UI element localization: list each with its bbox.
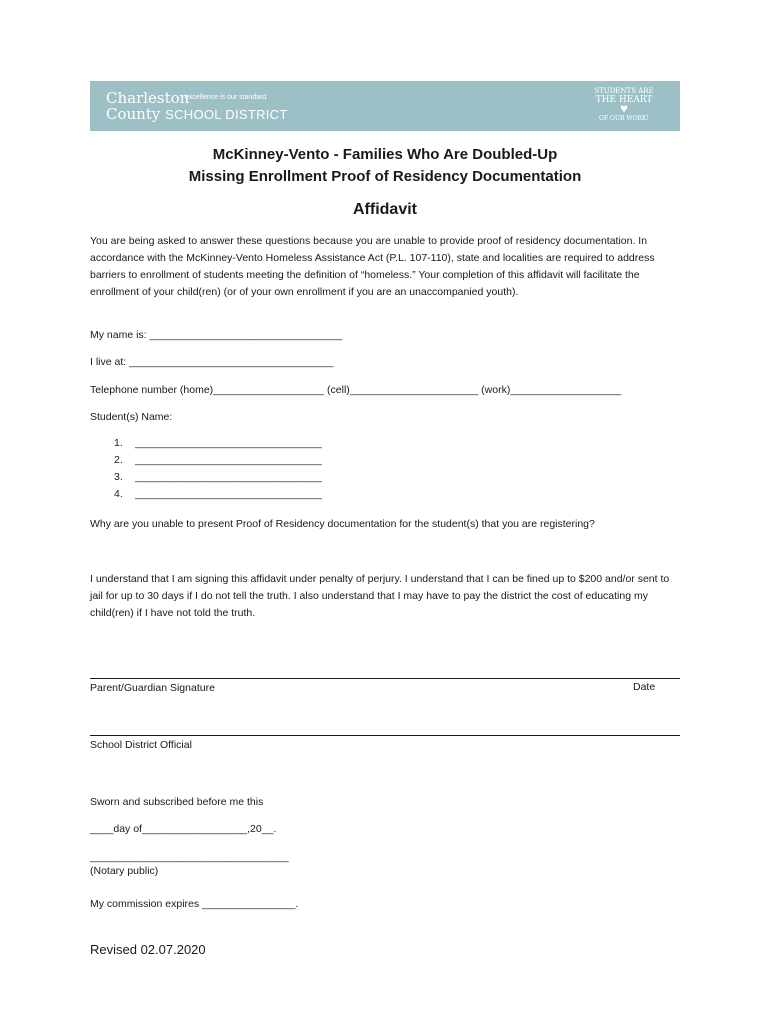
logo-line2 bbox=[106, 106, 288, 123]
heart-icon: ♥ bbox=[619, 105, 629, 115]
revision-date: Revised 02.07.2020 bbox=[90, 942, 206, 957]
parent-signature-label: Parent/Guardian Signature bbox=[90, 682, 215, 694]
student-name-blank[interactable]: ________________________________ bbox=[135, 488, 322, 500]
student-name-blank[interactable]: ________________________________ bbox=[135, 454, 322, 466]
notary-signature-line[interactable]: __________________________________ bbox=[90, 851, 289, 863]
student-number: 2. bbox=[114, 454, 123, 466]
page-title-line2: Missing Enrollment Proof of Residency Documentation bbox=[188, 168, 582, 185]
student-item[interactable] bbox=[114, 488, 322, 500]
student-name-blank[interactable]: ________________________________ bbox=[135, 437, 322, 449]
commission-expires-field[interactable]: My commission expires ________________. bbox=[90, 898, 299, 910]
student-item[interactable] bbox=[114, 471, 322, 483]
student-number: 1. bbox=[114, 437, 123, 449]
logo-school-district: SCHOOL DISTRICT bbox=[165, 107, 288, 122]
residency-question: Why are you unable to present Proof of Residency documentation for the student(s) that you are registering? bbox=[90, 518, 595, 530]
page-title-line1: McKinney-Vento - Families Who Are Doubled-Up bbox=[212, 146, 558, 163]
official-signature-line[interactable] bbox=[90, 735, 680, 736]
student-item[interactable] bbox=[114, 454, 322, 466]
address-field[interactable]: I live at: ___________________________________ bbox=[90, 356, 334, 368]
student-number: 4. bbox=[114, 488, 123, 500]
district-banner bbox=[90, 81, 680, 131]
student-item[interactable] bbox=[114, 437, 322, 449]
day-of-field[interactable]: ____day of__________________,20__. bbox=[90, 823, 277, 835]
date-label: Date bbox=[633, 681, 656, 693]
logo-tagline: excellence is our standard bbox=[185, 94, 267, 101]
perjury-statement: I understand that I am signing this affidavit under penalty of perjury. I understand that I can be fined up to $200 and/or sent to jail for up to 30 days if I do not tell the truth. I also understand that I may have to pay the district the cost of educating my child(ren) if I have not told the truth. bbox=[90, 573, 670, 619]
slogan-line3: OF OUR WORK! bbox=[599, 115, 649, 122]
slogan-line1: STUDENTS ARE bbox=[594, 87, 654, 95]
student-number: 3. bbox=[114, 471, 123, 483]
logo-line1: Charleston bbox=[106, 89, 190, 107]
telephone-field[interactable]: Telephone number (home)___________________ (cell)______________________ (work)___________________ bbox=[90, 384, 622, 396]
students-label: Student(s) Name: bbox=[90, 411, 173, 423]
logo-county: County bbox=[106, 105, 161, 123]
student-name-blank[interactable]: ________________________________ bbox=[135, 471, 322, 483]
sworn-statement: Sworn and subscribed before me this bbox=[90, 796, 264, 808]
official-signature-label: School District Official bbox=[90, 739, 192, 751]
notary-label: (Notary public) bbox=[90, 865, 159, 877]
intro-paragraph: You are being asked to answer these questions because you are unable to provide proof of residency documentation. In accordance with the McKinney-Vento Homeless Assistance Act (P.L. 107-110), state and localities are required to address barriers to enrollment of students meeting the definition of “homeless.” Your completion of this affidavit will facilitate the enrollment of your child(ren) (or of your own enrollment if you are an unaccompanied youth). bbox=[90, 235, 655, 298]
name-field[interactable]: My name is: _________________________________ bbox=[90, 329, 343, 341]
affidavit-heading: Affidavit bbox=[353, 201, 417, 218]
parent-signature-line[interactable] bbox=[90, 678, 680, 679]
slogan-logo bbox=[584, 87, 664, 122]
slogan-line2: THE HEART bbox=[595, 95, 653, 105]
